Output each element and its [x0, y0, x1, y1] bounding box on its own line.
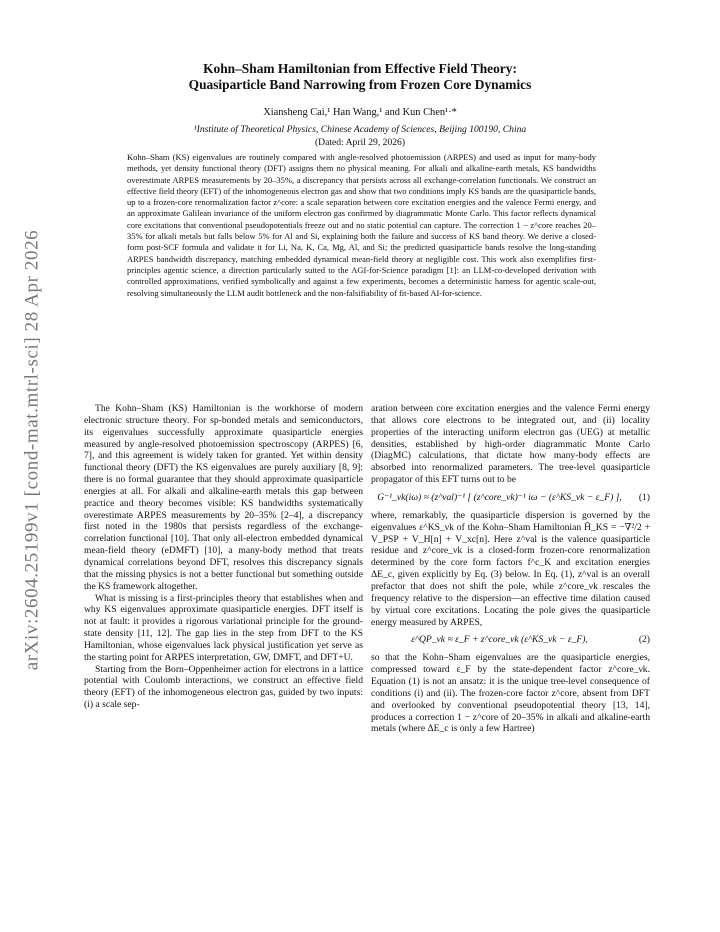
- arxiv-identifier-text: arXiv:2604.25199v1 [cond-mat.mtrl-sci] 28 Apr 2026: [21, 229, 43, 671]
- body-paragraph: What is missing is a first-principles theory that establishes when and why KS eigenvalues approximate quasiparticle energies. DFT itself is not at fault: it provides a rigorous variational principle for the ground-state density [11, 12]. The gap lies in the step from DFT to the KS Hamiltonian, whose eigenvalues lack physical justification yet serve as the starting point for ARPES interpretation, GW, DMFT, and DFT+U.: [84, 592, 363, 663]
- paper-title-line-2: Quasiparticle Band Narrowing from Frozen Core Dynamics: [188, 76, 532, 92]
- body-paragraph: Starting from the Born–Oppenheimer action for electrons in a lattice potential with Coulomb interactions, we construct an effective field theory (EFT) of the inhomogeneous electron gas, guided by two inputs: (i) a scale sep-: [84, 663, 363, 711]
- date-line: (Dated: April 29, 2026): [314, 137, 406, 148]
- equation-1-body: G⁻¹_νk(iω) ≈ (z^val)⁻¹ [ (z^core_νk)⁻¹ iω − (ε^KS_νk − ε_F) ],: [377, 491, 622, 503]
- affiliation: ¹Institute of Theoretical Physics, Chinese Academy of Sciences, Beijing 100190, China: [193, 124, 527, 135]
- equation-1: [371, 491, 650, 505]
- paper-title-line-1: Kohn–Sham Hamiltonian from Effective Field Theory:: [203, 61, 517, 76]
- arxiv-identifier-stamp: [14, 215, 50, 685]
- author-list: Xiansheng Cai,¹ Han Wang,¹ and Kun Chen¹·*: [263, 107, 457, 118]
- body-paragraph: aration between core excitation energies and the valence Fermi energy that allows core electrons to be integrated out, and (ii) locality properties of the interacting uniform electron gas (UEG) at metallic densities, established by high-order diagrammatic Monte Carlo (DiagMC) calculations, that dictate how many-body effects are absorbed into renormalized parameters. The tree-level quasiparticle propagator of this EFT turns out to be: [371, 403, 650, 486]
- abstract: Kohn–Sham (KS) eigenvalues are routinely compared with angle-resolved photoemission (ARPES) and used as input for many-body methods, yet density functional theory (DFT) assigns them no physical meaning. For alkali and alkaline-earth metals, KS bandwidths overestimate ARPES measurements by 20–35%, a discrepancy that persists across all exchange-correlation functionals. We construct an effective field theory (EFT) of the inhomogeneous electron gas and show that two conditions imply KS bands are the quasiparticle bands, up to a frozen-core renormalization factor z^core: a scale separation between core excitation energies and the valence Fermi energy, and an approximate Galilean invariance of the uniform electron gas confirmed by diagrammatic Monte Carlo. This factor reflects dynamical core excitations that conventional pseudopotentials freeze out and no static potential can capture. The correction 1 − z^core reaches 20–35% for alkali metals but falls below 5% for Al and Si, explaining both the failure and success of KS band theory. We derive a closed-form post-SCF formula and validate it for Li, Na, K, Ca, Mg, Al, and Si; the predicted quasiparticle bands resolve the long-standing ARPES bandwidth discrepancy, matching embedded dynamical mean-field theory at negligible cost. This work also exemplifies first-principles agentic science, a direction particularly suited to the AGI-for-Science paradigm [1]: an LLM-co-developed derivation with controlled approximations, verified symbolically and against a few experiments, becomes a deterministic harness for agentic scale-out, resolving simultaneously the LLM audit bottleneck and the non-falsifiability of fit-based AI-for-science.: [127, 152, 596, 298]
- body-column-right: [371, 403, 650, 735]
- body-paragraph: The Kohn–Sham (KS) Hamiltonian is the workhorse of modern electronic structure theory. For sp-bonded metals and semiconductors, its eigenvalues successfully approximate quasiparticle energies measured by angle-resolved photoemission spectroscopy (ARPES) [6, 7], and this agreement is widely taken for granted. Yet within density functional theory (DFT) the KS eigenvalues are purely auxiliary [8, 9]: there is no formal guarantee that they should approximate quasiparticle energies at all. For alkali and alkaline-earth metals this gap between practice and theory becomes visible: KS bandwidths systematically overestimate ARPES measurements by 20–35% [2–4], a discrepancy first noted in the 1980s that persists regardless of the exchange-correlation functional [10]. That only all-electron embedded dynamical mean-field theory (eDMFT) [10], a many-body method that treats dynamical correlations beyond DFT, resolves this discrepancy signals that the missing physics is not a better functional but something outside the KS framework altogether.: [84, 403, 363, 592]
- equation-1-number: (1): [638, 491, 650, 503]
- equation-2: [371, 633, 650, 647]
- body-paragraph: where, remarkably, the quasiparticle dispersion is governed by the eigenvalues ε^KS_νk of the Kohn–Sham Hamiltonian Ĥ_KS = −∇²/2 + V_PSP + V_H[n] + V_xc[n]. Here z^val is the valence quasiparticle residue and z^core_νk is a closed-form frozen-core renormalization determined by the core form factors f^c_K and excitation energies ΔE_c, given explicitly by Eq. (3) below. In Eq. (1), z^val is an overall prefactor that does not shift the pole, while z^core_νk rescales the frequency relative to the dispersion—an effective time dilation caused by virtual core excitations. Locating the pole gives the quasiparticle energy measured by ARPES,: [371, 509, 650, 628]
- body-paragraph: so that the Kohn–Sham eigenvalues are the quasiparticle energies, compressed toward ε_F by the state-dependent factor z^core_νk. Equation (1) is not an ansatz: it is the unique tree-level consequence of conditions (i) and (ii). The frozen-core factor z^core, absent from DFT and overlooked by conventional pseudopotential theory [13, 14], produces a correction 1 − z^core of 20–35% in alkali and alkaline-earth metals (where ΔE_c is only a few Hartree): [371, 652, 650, 735]
- equation-2-body: ε^QP_νk ≈ ε_F + z^core_νk (ε^KS_νk − ε_F),: [411, 634, 588, 646]
- equation-2-number: (2): [638, 634, 650, 646]
- paper-title: [110, 61, 610, 92]
- body-column-left: [84, 403, 363, 711]
